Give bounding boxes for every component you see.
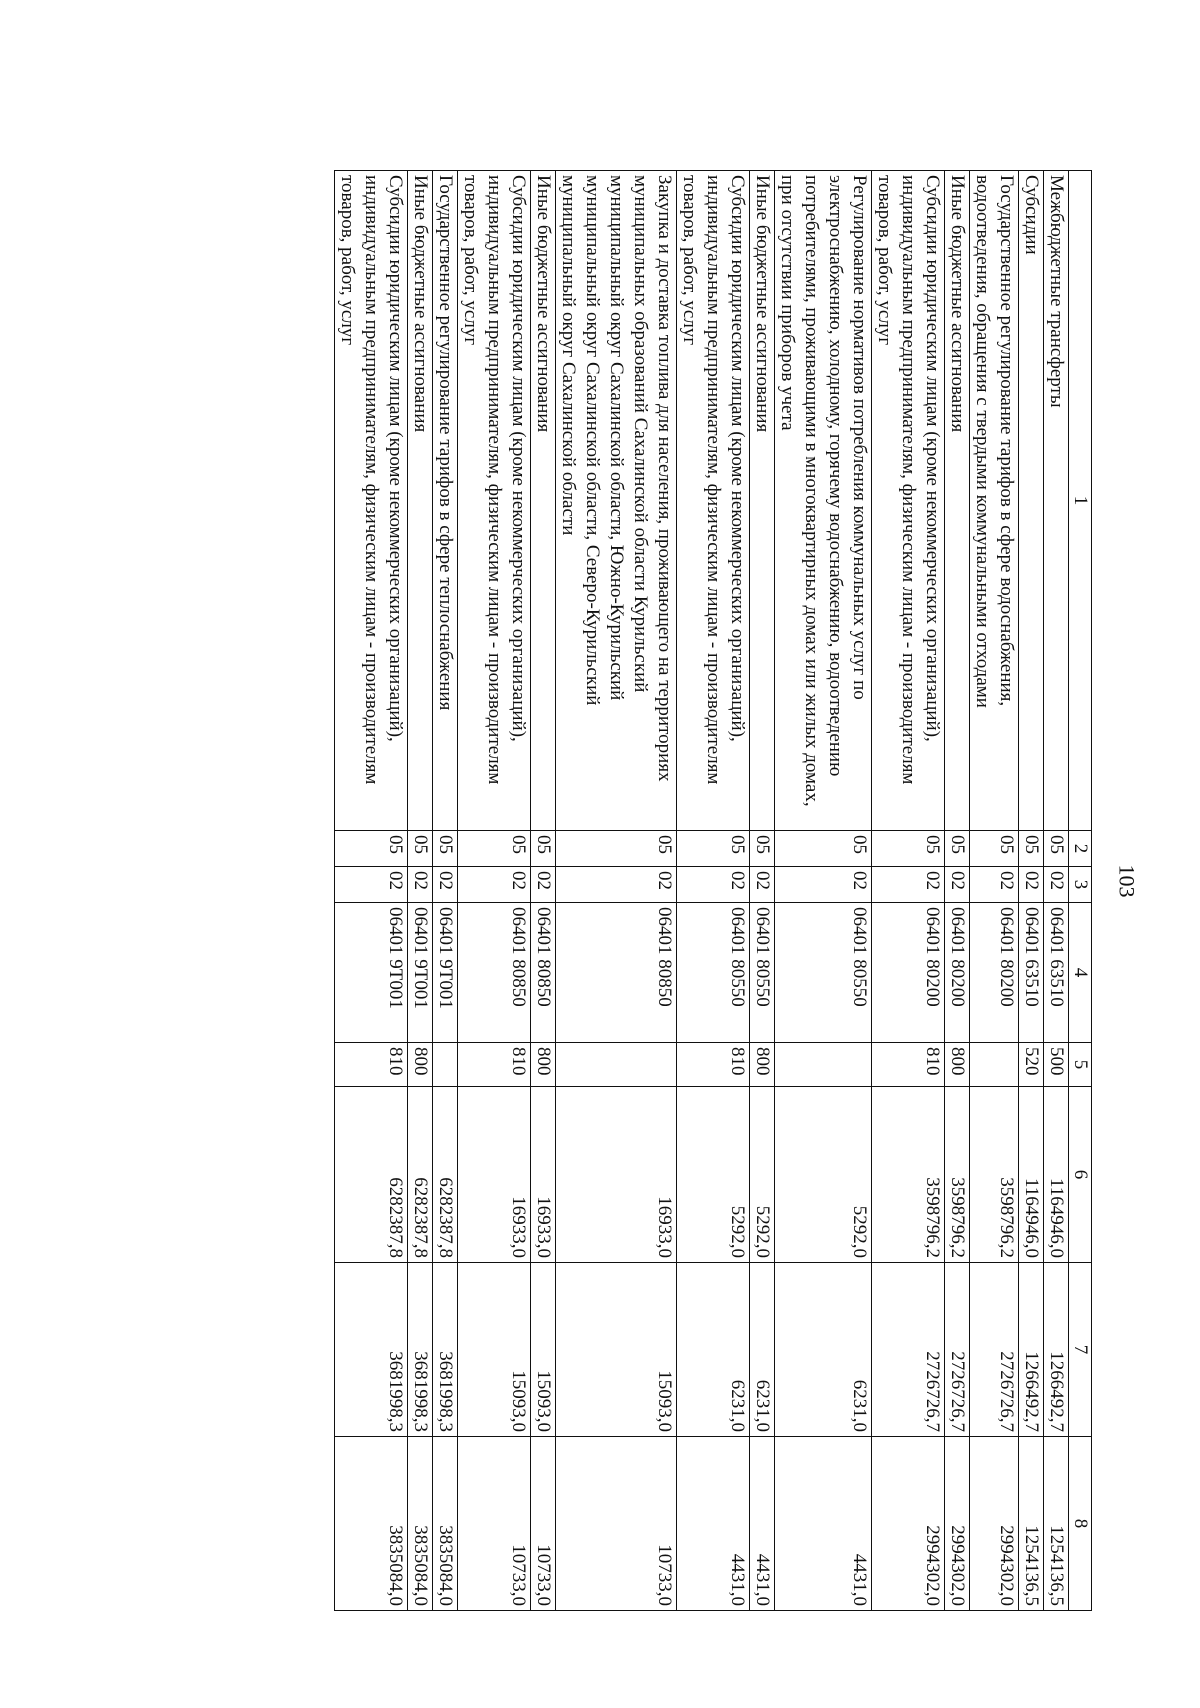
section-code: 05 [750, 831, 775, 867]
amount-col-7: 2726726,7 [970, 1263, 1019, 1437]
table-row [970, 171, 1019, 1611]
table-row [1044, 171, 1069, 1611]
table-row [408, 171, 433, 1611]
amount-col-7: 6231,0 [750, 1263, 775, 1437]
table-row [775, 171, 872, 1611]
section-code: 05 [556, 831, 677, 867]
amount-col-8: 1254136,5 [1019, 1437, 1044, 1611]
section-code: 05 [433, 831, 458, 867]
amount-col-7: 6231,0 [775, 1263, 872, 1437]
amount-col-7: 2726726,7 [945, 1263, 970, 1437]
expense-type-code: 800 [945, 1043, 970, 1087]
subsection-code: 02 [750, 867, 775, 903]
section-code: 05 [872, 831, 945, 867]
amount-col-8: 2994302,0 [872, 1437, 945, 1611]
header-col-2: 2 [1069, 831, 1092, 867]
header-col-1: 1 [1069, 171, 1092, 831]
section-code: 05 [531, 831, 556, 867]
section-code: 05 [1019, 831, 1044, 867]
amount-col-8: 4431,0 [750, 1437, 775, 1611]
amount-col-6: 5292,0 [775, 1087, 872, 1263]
target-article-code: 06401 80850 [531, 903, 556, 1043]
row-name: Иные бюджетные ассигнования [531, 171, 556, 831]
table-row [531, 171, 556, 1611]
section-code: 05 [335, 831, 408, 867]
subsection-code: 02 [458, 867, 531, 903]
row-name: Иные бюджетные ассигнования [408, 171, 433, 831]
section-code: 05 [408, 831, 433, 867]
expense-type-code: 810 [872, 1043, 945, 1087]
subsection-code: 02 [1019, 867, 1044, 903]
subsection-code: 02 [1044, 867, 1069, 903]
header-col-7: 7 [1069, 1263, 1092, 1437]
amount-col-8: 2994302,0 [970, 1437, 1019, 1611]
header-col-5: 5 [1069, 1043, 1092, 1087]
amount-col-8: 10733,0 [531, 1437, 556, 1611]
target-article-code: 06401 80200 [945, 903, 970, 1043]
amount-col-6: 6282387,8 [335, 1087, 408, 1263]
target-article-code: 06401 80200 [872, 903, 945, 1043]
expense-type-code [970, 1043, 1019, 1087]
amount-col-8: 4431,0 [775, 1437, 872, 1611]
row-name: Субсидии юридическим лицам (кроме некоммерческих организаций), индивидуальным предпринимателям, физическим лицам - производителям товаров, работ, услуг [677, 171, 750, 831]
target-article-code: 06401 80550 [775, 903, 872, 1043]
table-row [458, 171, 531, 1611]
amount-col-8: 10733,0 [556, 1437, 677, 1611]
amount-col-6: 1164946,0 [1044, 1087, 1069, 1263]
row-name: Государственное регулирование тарифов в сфере водоснабжения, водоотведения, обращения с твердыми коммунальными отходами [970, 171, 1019, 831]
amount-col-6: 16933,0 [531, 1087, 556, 1263]
expense-type-code [556, 1043, 677, 1087]
table-row [1019, 171, 1044, 1611]
amount-col-7: 15093,0 [556, 1263, 677, 1437]
target-article-code: 06401 80550 [750, 903, 775, 1043]
expense-type-code [775, 1043, 872, 1087]
row-name: Государственное регулирование тарифов в сфере теплоснабжения [433, 171, 458, 831]
amount-col-7: 1266492,7 [1019, 1263, 1044, 1437]
target-article-code: 06401 9Т001 [433, 903, 458, 1043]
section-code: 05 [677, 831, 750, 867]
table-row [872, 171, 945, 1611]
header-row [1069, 171, 1092, 1611]
expense-type-code [433, 1043, 458, 1087]
subsection-code: 02 [335, 867, 408, 903]
amount-col-6: 6282387,8 [408, 1087, 433, 1263]
amount-col-6: 3598796,2 [970, 1087, 1019, 1263]
expense-type-code: 810 [458, 1043, 531, 1087]
amount-col-6: 6282387,8 [433, 1087, 458, 1263]
amount-col-7: 15093,0 [458, 1263, 531, 1437]
section-code: 05 [945, 831, 970, 867]
amount-col-6: 3598796,2 [872, 1087, 945, 1263]
expense-type-code: 520 [1019, 1043, 1044, 1087]
amount-col-8: 3835084,0 [408, 1437, 433, 1611]
expense-type-code: 800 [750, 1043, 775, 1087]
amount-col-6: 16933,0 [458, 1087, 531, 1263]
amount-col-8: 4431,0 [677, 1437, 750, 1611]
expense-type-code: 800 [408, 1043, 433, 1087]
subsection-code: 02 [970, 867, 1019, 903]
amount-col-6: 16933,0 [556, 1087, 677, 1263]
amount-col-7: 6231,0 [677, 1263, 750, 1437]
target-article-code: 06401 63510 [1044, 903, 1069, 1043]
table-row [335, 171, 408, 1611]
table-row [556, 171, 677, 1611]
target-article-code: 06401 63510 [1019, 903, 1044, 1043]
subsection-code: 02 [677, 867, 750, 903]
target-article-code: 06401 9Т001 [408, 903, 433, 1043]
target-article-code: 06401 80550 [677, 903, 750, 1043]
budget-table [334, 170, 1092, 1611]
row-name: Межбюджетные трансферты [1044, 171, 1069, 831]
table-row [677, 171, 750, 1611]
header-col-3: 3 [1069, 867, 1092, 903]
target-article-code: 06401 80850 [458, 903, 531, 1043]
row-name: Субсидии юридическим лицам (кроме некоммерческих организаций), индивидуальным предпринимателям, физическим лицам - производителям товаров, работ, услуг [335, 171, 408, 831]
subsection-code: 02 [775, 867, 872, 903]
header-col-8: 8 [1069, 1437, 1092, 1611]
subsection-code: 02 [408, 867, 433, 903]
amount-col-7: 3681998,3 [433, 1263, 458, 1437]
header-col-6: 6 [1069, 1087, 1092, 1263]
table-row [750, 171, 775, 1611]
table-row [945, 171, 970, 1611]
row-name: Субсидии юридическим лицам (кроме некоммерческих организаций), индивидуальным предпринимателям, физическим лицам - производителям товаров, работ, услуг [458, 171, 531, 831]
row-name: Субсидии [1019, 171, 1044, 831]
subsection-code: 02 [556, 867, 677, 903]
amount-col-8: 2994302,0 [945, 1437, 970, 1611]
amount-col-7: 3681998,3 [335, 1263, 408, 1437]
row-name: Субсидии юридическим лицам (кроме некоммерческих организаций), индивидуальным предпринимателям, физическим лицам - производителям товаров, работ, услуг [872, 171, 945, 831]
expense-type-code: 810 [335, 1043, 408, 1087]
amount-col-8: 3835084,0 [433, 1437, 458, 1611]
subsection-code: 02 [872, 867, 945, 903]
page-number: 103 [1114, 864, 1140, 898]
expense-type-code: 500 [1044, 1043, 1069, 1087]
section-code: 05 [970, 831, 1019, 867]
table-row [433, 171, 458, 1611]
subsection-code: 02 [531, 867, 556, 903]
target-article-code: 06401 80850 [556, 903, 677, 1043]
row-name: Регулирование нормативов потребления коммунальных услуг по электроснабжению, холодному, горячему водоснабжению, водоотведению потребителями, проживающими в многоквартирных домах или жилых домах, при отсутствии приборов учета [775, 171, 872, 831]
amount-col-8: 3835084,0 [335, 1437, 408, 1611]
amount-col-6: 5292,0 [750, 1087, 775, 1263]
expense-type-code: 800 [531, 1043, 556, 1087]
amount-col-7: 15093,0 [531, 1263, 556, 1437]
amount-col-6: 3598796,2 [945, 1087, 970, 1263]
target-article-code: 06401 9Т001 [335, 903, 408, 1043]
header-col-4: 4 [1069, 903, 1092, 1043]
amount-col-7: 3681998,3 [408, 1263, 433, 1437]
amount-col-6: 5292,0 [677, 1087, 750, 1263]
amount-col-8: 1254136,5 [1044, 1437, 1069, 1611]
row-name: Иные бюджетные ассигнования [750, 171, 775, 831]
row-name: Иные бюджетные ассигнования [945, 171, 970, 831]
section-code: 05 [1044, 831, 1069, 867]
expense-type-code: 810 [677, 1043, 750, 1087]
subsection-code: 02 [945, 867, 970, 903]
amount-col-8: 10733,0 [458, 1437, 531, 1611]
target-article-code: 06401 80200 [970, 903, 1019, 1043]
section-code: 05 [775, 831, 872, 867]
rotated-table-container [82, 170, 1092, 1610]
amount-col-7: 1266492,7 [1044, 1263, 1069, 1437]
subsection-code: 02 [433, 867, 458, 903]
row-name: Закупка и доставка топлива для населения, проживающего на территориях муниципальных образований Сахалинской области Курильский муниципальный округ Сахалинской области, Южно-Курильский муниципальный округ Сахалинской области, Северо-Курильский муниципальный округ Сахалинской области [556, 171, 677, 831]
amount-col-7: 2726726,7 [872, 1263, 945, 1437]
amount-col-6: 1164946,0 [1019, 1087, 1044, 1263]
section-code: 05 [458, 831, 531, 867]
